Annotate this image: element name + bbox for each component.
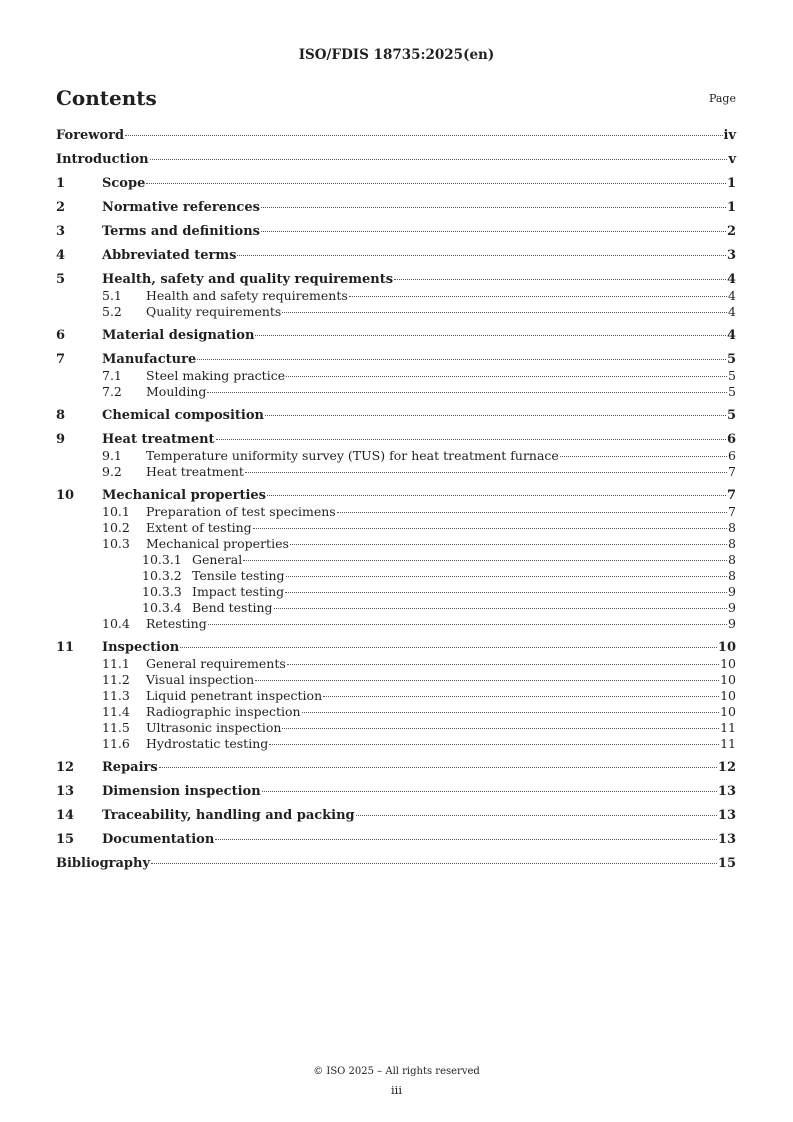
dot-leader bbox=[290, 544, 727, 545]
toc-entry-number: 6 bbox=[56, 328, 66, 343]
dot-leader bbox=[261, 231, 726, 232]
dot-leader bbox=[262, 791, 717, 792]
dot-leader bbox=[349, 296, 727, 297]
dot-leader bbox=[207, 392, 727, 393]
toc-entry-number: 11 bbox=[56, 640, 75, 655]
dot-leader bbox=[237, 255, 726, 256]
toc-entry[interactable] bbox=[56, 448, 736, 464]
toc-entry[interactable] bbox=[56, 288, 736, 304]
toc-entry-title: Dimension inspection bbox=[102, 784, 261, 799]
toc-entry-page: v bbox=[728, 152, 736, 167]
toc-entry-title: Chemical composition bbox=[102, 408, 264, 423]
toc-entry-number: 11.4 bbox=[102, 704, 130, 719]
toc-entry[interactable] bbox=[56, 584, 736, 600]
toc-entry-page: 9 bbox=[728, 616, 736, 631]
toc-entry[interactable] bbox=[56, 704, 736, 720]
toc-entry[interactable] bbox=[56, 128, 736, 144]
toc-entry-number: 8 bbox=[56, 408, 66, 423]
toc-entry-title: Foreword bbox=[56, 128, 125, 143]
toc-entry-title: Terms and definitions bbox=[102, 224, 260, 239]
toc-entry-page: 5 bbox=[726, 352, 736, 367]
dot-leader bbox=[302, 712, 720, 713]
toc-entry-page: 8 bbox=[728, 568, 736, 583]
dot-leader bbox=[269, 744, 719, 745]
dot-leader bbox=[215, 839, 717, 840]
toc-entry-page: 15 bbox=[717, 856, 736, 871]
toc-entry-page: 4 bbox=[728, 288, 736, 303]
dot-leader bbox=[253, 528, 727, 529]
toc-entry-title: Steel making practice bbox=[146, 368, 286, 383]
toc-entry[interactable] bbox=[56, 536, 736, 552]
toc-entry-page: iv bbox=[723, 128, 736, 143]
toc-entry-page: 2 bbox=[726, 224, 736, 239]
toc-entry[interactable] bbox=[56, 552, 736, 568]
toc-entry-page: 10 bbox=[720, 704, 736, 719]
toc-entry-page: 10 bbox=[717, 640, 736, 655]
toc-entry-number: 9.1 bbox=[102, 448, 122, 463]
toc-entry-number: 10.3.4 bbox=[142, 600, 182, 615]
toc-entry-page: 10 bbox=[720, 672, 736, 687]
toc-entry[interactable] bbox=[56, 352, 736, 368]
toc-entry[interactable] bbox=[56, 760, 736, 776]
toc-entry-title: Heat treatment bbox=[146, 464, 244, 479]
toc-entry-page: 1 bbox=[726, 200, 736, 215]
toc-entry-title: Impact testing bbox=[192, 584, 285, 599]
dot-leader bbox=[285, 592, 727, 593]
toc-entry-number: 10.2 bbox=[102, 520, 130, 535]
copyright-footer: © ISO 2025 – All rights reserved bbox=[313, 1066, 480, 1077]
dot-leader bbox=[282, 312, 727, 313]
dot-leader bbox=[560, 456, 727, 457]
toc-entry-title: Extent of testing bbox=[146, 520, 252, 535]
dot-leader bbox=[255, 335, 726, 336]
toc-entry-page: 8 bbox=[728, 520, 736, 535]
toc-entry[interactable] bbox=[56, 200, 736, 216]
dot-leader bbox=[216, 439, 726, 440]
dot-leader bbox=[394, 279, 726, 280]
toc-entry-page: 7 bbox=[728, 464, 736, 479]
dot-leader bbox=[125, 135, 722, 136]
toc-entry[interactable] bbox=[56, 368, 736, 384]
toc-entry-title: Ultrasonic inspection bbox=[146, 720, 282, 735]
toc-entry[interactable] bbox=[56, 384, 736, 400]
toc-entry-page: 10 bbox=[720, 688, 736, 703]
toc-entry-title: Preparation of test specimens bbox=[146, 504, 336, 519]
document-id-header: ISO/FDIS 18735:2025(en) bbox=[298, 47, 495, 63]
toc-entry-number: 12 bbox=[56, 760, 75, 775]
toc-entry-page: 7 bbox=[728, 504, 736, 519]
contents-title: Contents bbox=[56, 86, 157, 110]
toc-entry[interactable] bbox=[56, 784, 736, 800]
toc-entry-page: 12 bbox=[717, 760, 736, 775]
toc-entry-number: 7.2 bbox=[102, 384, 122, 399]
toc-entry-number: 3 bbox=[56, 224, 66, 239]
toc-entry-title: Temperature uniformity survey (TUS) for heat treatment furnace bbox=[146, 448, 559, 463]
page-column-label: Page bbox=[708, 92, 736, 105]
toc-entry-title: Hydrostatic testing bbox=[146, 736, 269, 751]
toc-entry-title: Liquid penetrant inspection bbox=[146, 688, 323, 703]
toc-entry-page: 11 bbox=[720, 736, 736, 751]
table-of-contents bbox=[56, 128, 736, 872]
toc-entry-title: Documentation bbox=[102, 832, 215, 847]
toc-entry-number: 11.3 bbox=[102, 688, 130, 703]
toc-entry[interactable] bbox=[56, 304, 736, 320]
toc-entry-title: Radiographic inspection bbox=[146, 704, 301, 719]
toc-entry-number: 2 bbox=[56, 200, 66, 215]
dot-leader bbox=[356, 815, 717, 816]
toc-entry-page: 9 bbox=[728, 584, 736, 599]
toc-entry-number: 11.6 bbox=[102, 736, 130, 751]
toc-entry-page: 10 bbox=[720, 656, 736, 671]
toc-entry[interactable] bbox=[56, 808, 736, 824]
toc-entry[interactable] bbox=[56, 600, 736, 616]
toc-entry[interactable] bbox=[56, 504, 736, 520]
toc-entry-number: 15 bbox=[56, 832, 75, 847]
toc-entry-page: 8 bbox=[728, 552, 736, 567]
toc-entry-page: 4 bbox=[726, 272, 736, 287]
toc-entry-page: 5 bbox=[726, 408, 736, 423]
toc-entry[interactable] bbox=[56, 736, 736, 752]
toc-entry-title: Traceability, handling and packing bbox=[102, 808, 355, 823]
toc-entry-title: Visual inspection bbox=[146, 672, 255, 687]
toc-entry-title: Scope bbox=[102, 176, 146, 191]
toc-entry-title: Introduction bbox=[56, 152, 149, 167]
dot-leader bbox=[180, 647, 717, 648]
toc-entry-number: 5 bbox=[56, 272, 66, 287]
toc-entry-title: General bbox=[192, 552, 243, 567]
toc-entry-number: 7.1 bbox=[102, 368, 122, 383]
dot-leader bbox=[151, 863, 717, 864]
toc-entry-title: Moulding bbox=[146, 384, 207, 399]
toc-entry-number: 11.1 bbox=[102, 656, 130, 671]
toc-entry-page: 5 bbox=[728, 368, 736, 383]
dot-leader bbox=[274, 608, 728, 609]
dot-leader bbox=[197, 359, 726, 360]
toc-entry-page: 4 bbox=[726, 328, 736, 343]
dot-leader bbox=[287, 664, 719, 665]
toc-entry-title: Manufacture bbox=[102, 352, 197, 367]
toc-entry-page: 6 bbox=[726, 432, 736, 447]
toc-entry-page: 8 bbox=[728, 536, 736, 551]
toc-entry-title: Tensile testing bbox=[192, 568, 285, 583]
toc-entry[interactable] bbox=[56, 568, 736, 584]
toc-entry-page: 3 bbox=[726, 248, 736, 263]
toc-entry[interactable] bbox=[56, 672, 736, 688]
toc-entry-number: 1 bbox=[56, 176, 66, 191]
toc-entry[interactable] bbox=[56, 832, 736, 848]
toc-entry[interactable] bbox=[56, 408, 736, 424]
toc-entry-title: Bend testing bbox=[192, 600, 273, 615]
toc-entry[interactable] bbox=[56, 248, 736, 264]
dot-leader bbox=[286, 376, 727, 377]
toc-entry[interactable] bbox=[56, 272, 736, 288]
dot-leader bbox=[337, 512, 727, 513]
dot-leader bbox=[255, 680, 719, 681]
dot-leader bbox=[261, 207, 726, 208]
toc-entry-page: 13 bbox=[717, 808, 736, 823]
toc-entry-title: General requirements bbox=[146, 656, 286, 671]
toc-entry-number: 11.2 bbox=[102, 672, 130, 687]
toc-entry[interactable] bbox=[56, 640, 736, 656]
toc-entry[interactable] bbox=[56, 856, 736, 872]
dot-leader bbox=[208, 624, 727, 625]
toc-entry-number: 9 bbox=[56, 432, 66, 447]
toc-entry-number: 14 bbox=[56, 808, 75, 823]
toc-entry-number: 10 bbox=[56, 488, 75, 503]
toc-entry-page: 4 bbox=[728, 304, 736, 319]
toc-entry-title: Abbreviated terms bbox=[102, 248, 237, 263]
toc-entry-number: 7 bbox=[56, 352, 66, 367]
toc-entry-number: 11.5 bbox=[102, 720, 130, 735]
dot-leader bbox=[150, 159, 728, 160]
toc-entry[interactable] bbox=[56, 616, 736, 632]
toc-entry-title: Quality requirements bbox=[146, 304, 282, 319]
dot-leader bbox=[323, 696, 719, 697]
dot-leader bbox=[286, 576, 728, 577]
toc-entry-title: Bibliography bbox=[56, 856, 151, 871]
toc-entry-page: 13 bbox=[717, 784, 736, 799]
toc-entry-title: Inspection bbox=[102, 640, 180, 655]
toc-entry-title: Heat treatment bbox=[102, 432, 215, 447]
toc-entry[interactable] bbox=[56, 688, 736, 704]
toc-entry-number: 4 bbox=[56, 248, 66, 263]
dot-leader bbox=[159, 767, 717, 768]
toc-entry-number: 10.3.2 bbox=[142, 568, 182, 583]
toc-entry[interactable] bbox=[56, 328, 736, 344]
toc-entry[interactable] bbox=[56, 224, 736, 240]
toc-entry-title: Repairs bbox=[102, 760, 158, 775]
toc-entry-page: 11 bbox=[720, 720, 736, 735]
toc-entry-number: 10.3 bbox=[102, 536, 130, 551]
toc-entry-page: 7 bbox=[726, 488, 736, 503]
toc-entry-title: Mechanical properties bbox=[102, 488, 266, 503]
toc-entry[interactable] bbox=[56, 656, 736, 672]
dot-leader bbox=[282, 728, 719, 729]
toc-entry[interactable] bbox=[56, 176, 736, 192]
toc-entry-title: Health and safety requirements bbox=[146, 288, 348, 303]
toc-entry-page: 13 bbox=[717, 832, 736, 847]
toc-entry-page: 9 bbox=[728, 600, 736, 615]
toc-entry-title: Retesting bbox=[146, 616, 207, 631]
toc-entry-title: Mechanical properties bbox=[146, 536, 289, 551]
toc-entry-number: 10.4 bbox=[102, 616, 130, 631]
dot-leader bbox=[243, 560, 727, 561]
toc-entry[interactable] bbox=[56, 520, 736, 536]
toc-entry-title: Material designation bbox=[102, 328, 255, 343]
toc-entry[interactable] bbox=[56, 464, 736, 480]
toc-entry-title: Normative references bbox=[102, 200, 260, 215]
dot-leader bbox=[267, 495, 726, 496]
dot-leader bbox=[245, 472, 727, 473]
toc-entry-number: 5.2 bbox=[102, 304, 122, 319]
toc-entry[interactable] bbox=[56, 720, 736, 736]
toc-entry-number: 5.1 bbox=[102, 288, 122, 303]
toc-entry-number: 10.1 bbox=[102, 504, 130, 519]
toc-entry-title: Health, safety and quality requirements bbox=[102, 272, 394, 287]
toc-entry[interactable] bbox=[56, 152, 736, 168]
toc-entry-page: 6 bbox=[728, 448, 736, 463]
toc-entry-page: 1 bbox=[726, 176, 736, 191]
toc-entry-number: 13 bbox=[56, 784, 75, 799]
toc-entry[interactable] bbox=[56, 432, 736, 448]
dot-leader bbox=[146, 183, 726, 184]
toc-entry[interactable] bbox=[56, 488, 736, 504]
toc-entry-number: 10.3.3 bbox=[142, 584, 182, 599]
dot-leader bbox=[265, 415, 726, 416]
toc-entry-number: 10.3.1 bbox=[142, 552, 182, 567]
footer-page-number: iii bbox=[390, 1083, 403, 1097]
toc-entry-number: 9.2 bbox=[102, 464, 122, 479]
toc-entry-page: 5 bbox=[728, 384, 736, 399]
